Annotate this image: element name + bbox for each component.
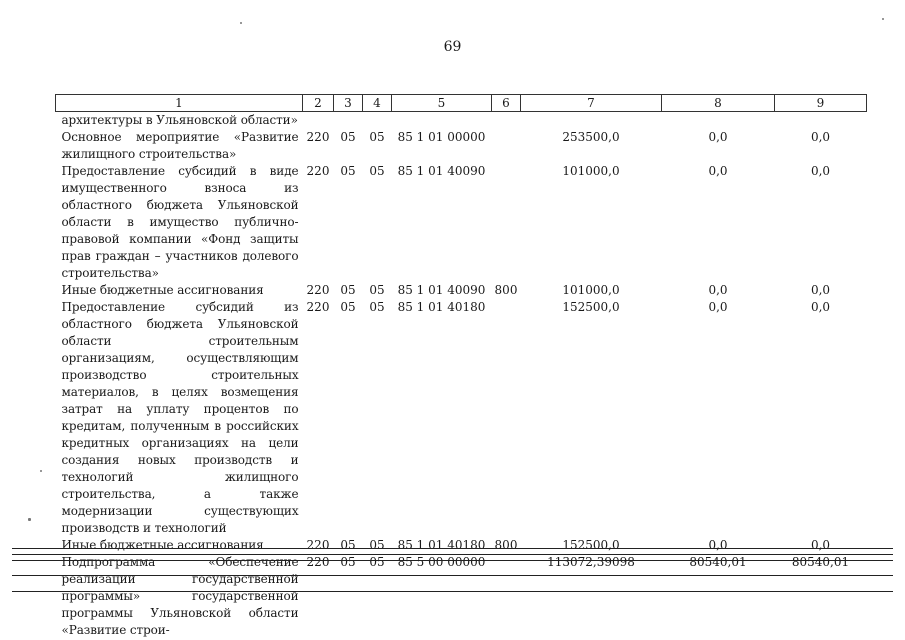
row-value-cell-5 [392, 112, 492, 130]
budget-table [55, 94, 867, 639]
row-value-cell-3: 05 [340, 164, 356, 178]
row-value-cell-9: 0,0 [810, 130, 831, 144]
row-value-cell-5: 85 5 00 00000 [397, 555, 486, 569]
row-value-cell-9: 80540,01 [791, 555, 850, 569]
row-value-cell-6 [492, 299, 521, 537]
row-value-cell-2: 220 [306, 130, 330, 144]
column-header-8: 8 [662, 95, 775, 112]
row-value-cell-2: 220 [306, 555, 330, 569]
column-header-9: 9 [775, 95, 867, 112]
table-row [56, 554, 867, 639]
row-value-cell-4: 05 [369, 164, 385, 178]
row-name-cell: Предоставление субсидий в виде имущественного взноса из областного бюджета Ульяновской области в имущество публично-правовой компании «Фонд защиты прав граждан – участников долевого строительства» [61, 164, 299, 280]
table-row [56, 299, 867, 537]
row-name-cell: Иные бюджетные ассигнования [61, 283, 264, 297]
row-value-cell-9: 0,0 [810, 300, 831, 314]
row-value-cell-5: 85 1 01 40090 [397, 164, 486, 178]
page-rule [12, 560, 893, 561]
table-row [56, 112, 867, 130]
page-rule [12, 591, 893, 592]
row-value-cell-8: 0,0 [708, 538, 728, 552]
row-value-cell-3: 05 [340, 130, 356, 144]
row-value-cell-9: 0,0 [810, 538, 831, 552]
column-header-6: 6 [492, 95, 521, 112]
row-value-cell-4: 05 [369, 283, 385, 297]
row-value-cell-7: 152500,0 [562, 300, 620, 314]
column-header-7: 7 [521, 95, 662, 112]
table-row [56, 129, 867, 163]
row-value-cell-2: 220 [306, 300, 330, 314]
row-value-cell-3: 05 [340, 555, 356, 569]
row-value-cell-4: 05 [369, 538, 385, 552]
page-rule [12, 548, 893, 549]
row-name-cell: Основное мероприятие «Развитие жилищного строительства» [61, 130, 299, 161]
scan-speck [28, 518, 31, 521]
row-value-cell-2: 220 [306, 164, 330, 178]
row-value-cell-6: 800 [494, 283, 518, 297]
row-value-cell-7: 101000,0 [562, 283, 620, 297]
page-rule [12, 575, 893, 576]
table-row [56, 537, 867, 554]
row-name-cell: архитектуры в Ульяновской области» [61, 113, 298, 127]
row-value-cell-8: 0,0 [708, 283, 728, 297]
row-value-cell-6 [492, 112, 521, 130]
row-value-cell-8 [662, 112, 775, 130]
row-value-cell-3: 05 [340, 538, 356, 552]
row-name-cell: Подпрограмма «Обеспечение реализации государственной программы» государственной программы Ульяновской области «Развитие строи- [61, 555, 299, 637]
row-value-cell-5: 85 1 01 40180 [397, 300, 486, 314]
scan-speck [882, 18, 884, 20]
row-value-cell-8: 0,0 [708, 300, 728, 314]
row-value-cell-2: 220 [306, 283, 330, 297]
row-value-cell-5: 85 1 01 00000 [397, 130, 486, 144]
row-value-cell-2 [303, 112, 334, 130]
row-value-cell-4: 05 [369, 130, 385, 144]
row-value-cell-9: 0,0 [810, 283, 831, 297]
row-value-cell-5: 85 1 01 40180 [397, 538, 486, 552]
page-rule [12, 554, 893, 555]
column-header-4: 4 [363, 95, 392, 112]
row-value-cell-7 [521, 112, 662, 130]
column-header-2: 2 [303, 95, 334, 112]
row-value-cell-6 [492, 554, 521, 639]
row-value-cell-3: 05 [340, 283, 356, 297]
column-header-1: 1 [56, 95, 303, 112]
row-value-cell-7: 253500,0 [562, 130, 620, 144]
scan-speck [40, 470, 42, 472]
table-row [56, 163, 867, 282]
row-value-cell-6 [492, 163, 521, 282]
row-value-cell-2: 220 [306, 538, 330, 552]
row-name-cell: Иные бюджетные ассигнования [61, 538, 264, 552]
column-header-3: 3 [334, 95, 363, 112]
row-value-cell-4 [363, 112, 392, 130]
row-name-cell: Предоставление субсидий из областного бюджета Ульяновской области строительным организациям, осуществляющим производство строительных материалов, в целях возмещения затрат на уплату процентов по кредитам, полученным в российских кредитных организациях на цели создания новых производств и технологий жилищного строительства, а также модернизации существующих производств и технологий [61, 300, 299, 535]
row-value-cell-9 [775, 112, 867, 130]
row-value-cell-9: 0,0 [810, 164, 831, 178]
table-row [56, 282, 867, 299]
row-value-cell-3 [334, 112, 363, 130]
row-value-cell-3: 05 [340, 300, 356, 314]
page-number: 69 [443, 39, 462, 55]
row-value-cell-5: 85 1 01 40090 [397, 283, 486, 297]
row-value-cell-4: 05 [369, 300, 385, 314]
row-value-cell-7: 113072,39098 [547, 555, 635, 569]
scan-speck [240, 22, 242, 24]
row-value-cell-6: 800 [494, 538, 518, 552]
column-header-5: 5 [392, 95, 492, 112]
row-value-cell-8: 0,0 [708, 130, 728, 144]
row-value-cell-7: 152500,0 [562, 538, 620, 552]
row-value-cell-8: 80540,01 [689, 555, 747, 569]
row-value-cell-7: 101000,0 [562, 164, 620, 178]
table-header-row [56, 95, 867, 112]
row-value-cell-8: 0,0 [708, 164, 728, 178]
row-value-cell-4: 05 [369, 555, 385, 569]
row-value-cell-6 [492, 129, 521, 163]
